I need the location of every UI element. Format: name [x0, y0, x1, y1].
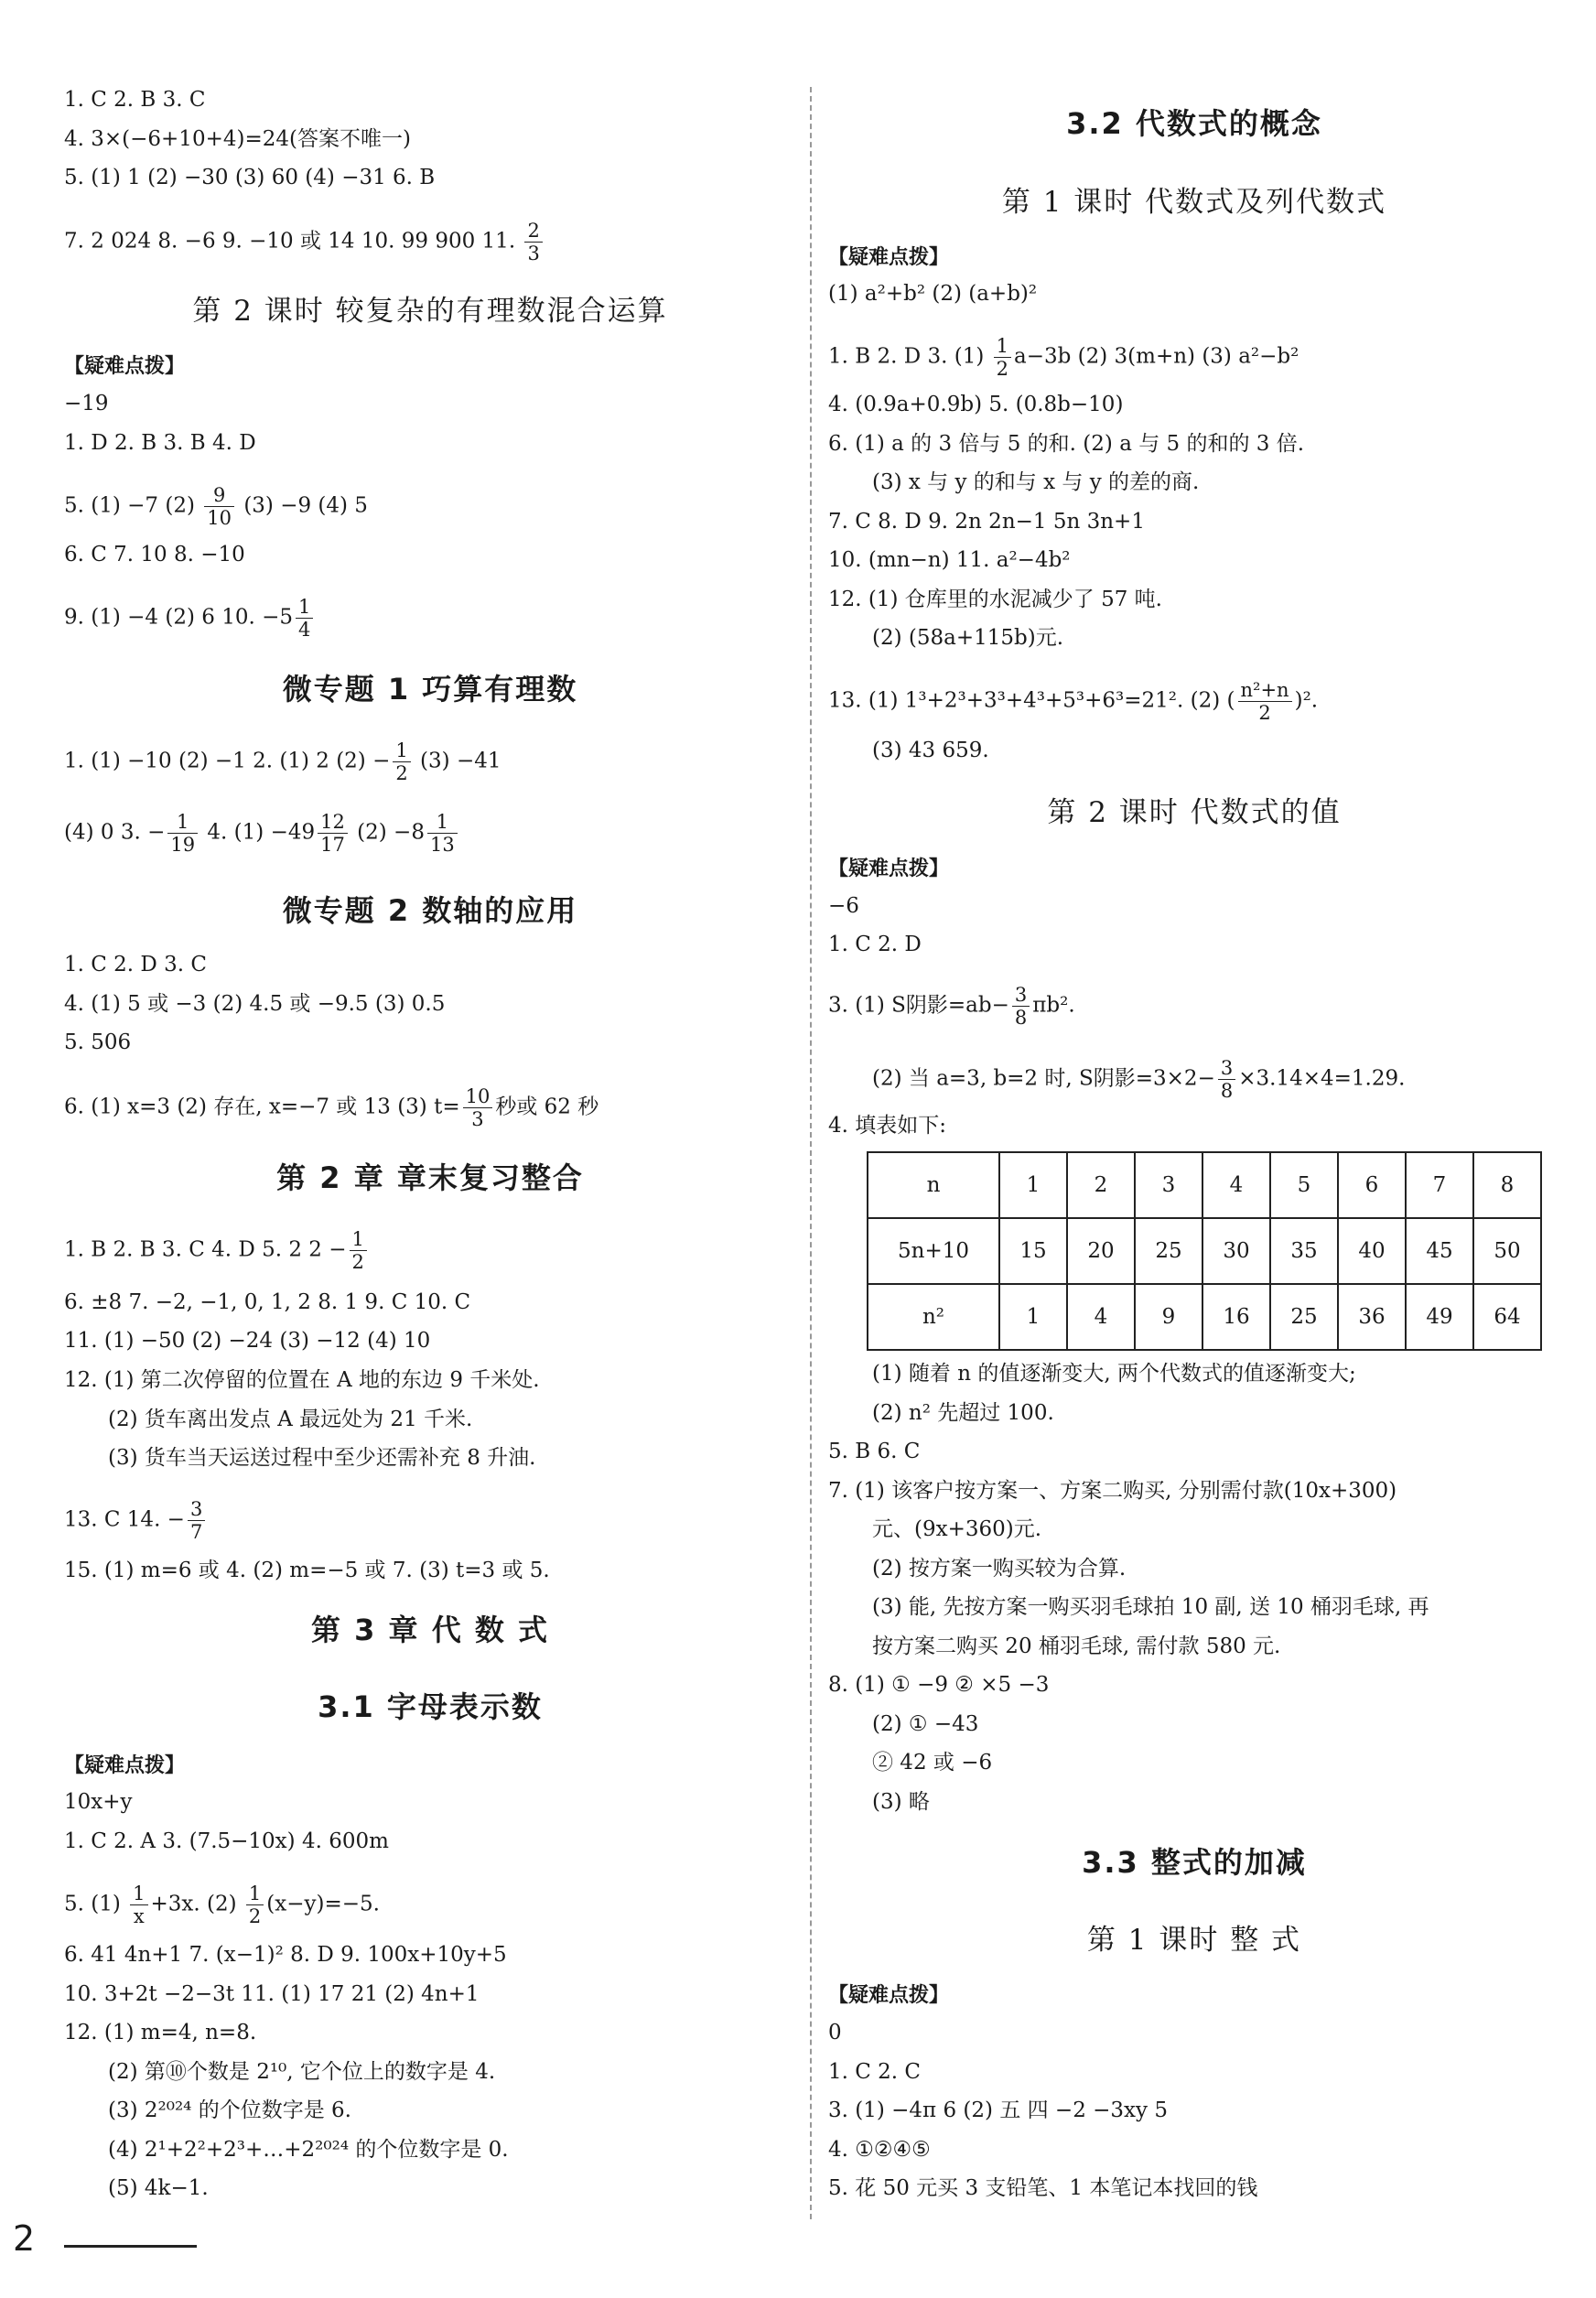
table-cell: 6 — [1338, 1152, 1406, 1218]
answer-line: (4) 2¹+2²+2³+…+2²⁰²⁴ 的个位数字是 0. — [108, 2138, 509, 2162]
answer-line: 12. (1) 仓库里的水泥减少了 57 吨. — [828, 588, 1162, 611]
answer-line: 1. B 2. D 3. (1) $\frac{1}{2}$ a−3b (2) 3(m+n) (3) a²−b² — [828, 335, 1299, 380]
table-cell: 40 — [1338, 1218, 1406, 1284]
page-number: 2 — [13, 2218, 36, 2259]
fraction: $\frac{1}{19}$ — [167, 811, 198, 856]
answer-line: 6. 41 4n+1 7. (x−1)² 8. D 9. 100x+10y+5 — [64, 1943, 507, 1967]
answer-line: 3. (1) −4π 6 (2) 五 四 −2 −3xy 5 — [828, 2098, 1168, 2122]
answer-line: (3) 能, 先按方案一购买羽毛球拍 10 副, 送 10 桶羽毛球, 再 — [872, 1595, 1429, 1619]
table-cell: 2 — [1067, 1152, 1135, 1218]
fraction: $\frac{1}{2}$ — [393, 739, 410, 784]
answer-line: (3) 略 — [872, 1790, 930, 1814]
answer-line: 3. (1) S阴影=ab− $\frac{3}{8}$ πb². — [828, 984, 1075, 1029]
answer-line: 6. ±8 7. −2, −1, 0, 1, 2 8. 1 9. C 10. C — [64, 1290, 471, 1314]
answer-line: 13. C 14. − $\frac{3}{7}$ — [64, 1498, 208, 1543]
section-heading: 3.1 字母表示数 — [318, 1689, 543, 1724]
fraction: $\frac{3}{8}$ — [1218, 1057, 1235, 1102]
table-cell: 5n+10 — [868, 1218, 999, 1284]
answer-line: (3) 43 659. — [872, 739, 989, 762]
table-cell: 5 — [1270, 1152, 1338, 1218]
answer-line: (4) 0 3. − $\frac{1}{19}$ 4. (1) −49 $\frac{12}{17}$ (2) −8 $\frac{1}{13}$ — [64, 811, 460, 856]
table-cell: 3 — [1135, 1152, 1202, 1218]
answer-line: 0 — [828, 2021, 842, 2044]
table-cell: 25 — [1135, 1218, 1202, 1284]
answer-line: (2) 当 a=3, b=2 时, S阴影=3×2− $\frac{3}{8}$ ×3.14×4=1.29. — [872, 1057, 1406, 1102]
answer-line: (3) x 与 y 的和与 x 与 y 的差的商. — [872, 470, 1200, 494]
answer-line: (3) 货车当天运送过程中至少还需补充 8 升油. — [108, 1446, 536, 1470]
table-cell: 64 — [1473, 1284, 1541, 1350]
table-cell: 16 — [1202, 1284, 1270, 1350]
answer-line: 1. B 2. B 3. C 4. D 5. 2 2 − $\frac{1}{2}$ — [64, 1228, 370, 1273]
answer-line: 7. C 8. D 9. 2n 2n−1 5n 3n+1 — [828, 510, 1145, 534]
table-cell: 4 — [1202, 1152, 1270, 1218]
table-cell: 9 — [1135, 1284, 1202, 1350]
lesson-heading: 第 1 课时 代数式及列代数式 — [1001, 186, 1387, 219]
value-table — [867, 1151, 1542, 1351]
table-cell: 45 — [1406, 1218, 1473, 1284]
answer-line: 7. 2 024 8. −6 9. −10 或 14 10. 99 900 11. $\frac{2}{3}$ — [64, 220, 545, 264]
fraction: $\frac{1}{13}$ — [427, 811, 458, 856]
answer-line: 13. (1) 1³+2³+3³+4³+5³+6³=21². (2) ( $\frac{\text{n²+n}}{2}$ )². — [828, 679, 1319, 724]
answer-line: 1. D 2. B 3. B 4. D — [64, 431, 256, 455]
column-divider — [810, 87, 812, 2219]
lesson-heading: 第 1 课时 整 式 — [1086, 1924, 1302, 1957]
fraction: $\frac{1}{2}$ — [246, 1883, 264, 1927]
section-heading: 3.2 代数式的概念 — [1066, 106, 1322, 141]
answer-line: (3) 2²⁰²⁴ 的个位数字是 6. — [108, 2098, 351, 2122]
table-cell: 36 — [1338, 1284, 1406, 1350]
answer-line: (2) ① −43 — [872, 1712, 979, 1736]
chapter-heading: 第 3 章 代 数 式 — [311, 1613, 549, 1647]
table-row — [868, 1152, 1541, 1218]
table-cell: 15 — [999, 1218, 1067, 1284]
section-heading: 微专题 2 数轴的应用 — [282, 893, 578, 928]
answer-line: 4. 填表如下: — [828, 1114, 947, 1138]
answer-line: (5) 4k−1. — [108, 2176, 209, 2200]
answer-line: (2) 按方案一购买较为合算. — [872, 1557, 1127, 1581]
tag-label: 【疑难点拨】 — [828, 246, 950, 269]
answer-line: 9. (1) −4 (2) 6 10. −5 $\frac{1}{4}$ — [64, 596, 316, 641]
answer-line: (2) 第⑩个数是 2¹⁰, 它个位上的数字是 4. — [108, 2060, 496, 2084]
answer-line: 4. ①②④⑤ — [828, 2138, 931, 2162]
tag-label: 【疑难点拨】 — [64, 1754, 186, 1777]
answer-line: 1. C 2. D — [828, 933, 922, 956]
fraction: $\frac{1}{2}$ — [350, 1228, 367, 1273]
answer-line: (2) (58a+115b)元. — [872, 626, 1064, 650]
table-cell: 30 — [1202, 1218, 1270, 1284]
answer-line: 15. (1) m=6 或 4. (2) m=−5 或 7. (3) t=3 或 5. — [64, 1559, 550, 1582]
answer-line: 12. (1) 第二次停留的位置在 A 地的东边 9 千米处. — [64, 1368, 540, 1392]
tag-label: 【疑难点拨】 — [828, 858, 950, 880]
answer-line: (1) a²+b² (2) (a+b)² — [828, 282, 1038, 306]
table-cell: 7 — [1406, 1152, 1473, 1218]
answer-line: 5. (1) −7 (2) $\frac{9}{10}$ (3) −9 (4) 5 — [64, 484, 368, 529]
table-row — [868, 1218, 1541, 1284]
answer-line: 4. (1) 5 或 −3 (2) 4.5 或 −9.5 (3) 0.5 — [64, 992, 446, 1016]
footer-rule — [64, 2245, 197, 2248]
table-cell: 1 — [999, 1284, 1067, 1350]
answer-line: 6. (1) x=3 (2) 存在, x=−7 或 13 (3) t= $\frac{10}{3}$ 秒或 62 秒 — [64, 1085, 599, 1130]
chapter-heading: 第 2 章 章末复习整合 — [276, 1160, 584, 1195]
answer-line: (2) n² 先超过 100. — [872, 1401, 1054, 1425]
fraction: $\frac{1}{4}$ — [296, 596, 313, 641]
fraction: $\frac{2}{3}$ — [524, 220, 542, 264]
answer-line: 1. C 2. B 3. C — [64, 88, 206, 112]
answer-line: 10x+y — [64, 1790, 133, 1814]
tag-label: 【疑难点拨】 — [64, 355, 186, 378]
answer-line: 1. C 2. A 3. (7.5−10x) 4. 600m — [64, 1829, 389, 1853]
section-heading: 微专题 1 巧算有理数 — [282, 672, 578, 707]
tag-label: 【疑难点拨】 — [828, 1984, 950, 2007]
table-cell: 35 — [1270, 1218, 1338, 1284]
answer-line: 7. (1) 该客户按方案一、方案二购买, 分别需付款(10x+300) — [828, 1479, 1397, 1503]
section-heading: 第 2 课时 较复杂的有理数混合运算 — [192, 295, 668, 328]
fraction: $\frac{1}{x}$ — [130, 1883, 147, 1927]
fraction: $\frac{1}{2}$ — [994, 335, 1011, 380]
fraction: $\frac{12}{17}$ — [318, 811, 348, 856]
table-cell: n² — [868, 1284, 999, 1350]
answer-line: 1. (1) −10 (2) −1 2. (1) 2 (2) − $\frac{1}{2}$ (3) −41 — [64, 739, 501, 784]
table-cell: 4 — [1067, 1284, 1135, 1350]
fraction: $\frac{\text{n²+n}}{2}$ — [1238, 679, 1292, 724]
answer-line: 6. C 7. 10 8. −10 — [64, 543, 245, 566]
table-cell: 1 — [999, 1152, 1067, 1218]
answer-line: −6 — [828, 894, 859, 918]
answer-line: 5. (1) 1 (2) −30 (3) 60 (4) −31 6. B — [64, 166, 436, 189]
answer-line: 5. B 6. C — [828, 1440, 921, 1463]
table-cell: 8 — [1473, 1152, 1541, 1218]
answer-line: 1. C 2. C — [828, 2060, 922, 2084]
answer-line: −19 — [64, 392, 109, 415]
answer-line: 5. (1) $\frac{1}{x}$ +3x. (2) $\frac{1}{2}$ (x−y)=−5. — [64, 1883, 380, 1927]
answer-line: 8. (1) ① −9 ② ×5 −3 — [828, 1673, 1050, 1697]
table-cell: 49 — [1406, 1284, 1473, 1350]
answer-line: 按方案二购买 20 桶羽毛球, 需付款 580 元. — [872, 1634, 1281, 1658]
table-cell: 20 — [1067, 1218, 1135, 1284]
answer-line: (2) 货车离出发点 A 最远处为 21 千米. — [108, 1408, 473, 1431]
answer-line: 元、(9x+360)元. — [872, 1517, 1042, 1541]
fraction: $\frac{3}{7}$ — [188, 1498, 205, 1543]
answer-line: 4. (0.9a+0.9b) 5. (0.8b−10) — [828, 393, 1124, 416]
answer-line: 5. 506 — [64, 1030, 132, 1054]
lesson-heading: 第 2 课时 代数式的值 — [1047, 796, 1342, 829]
answer-line: (1) 随着 n 的值逐渐变大, 两个代数式的值逐渐变大; — [872, 1362, 1356, 1386]
answer-line: 10. (mn−n) 11. a²−4b² — [828, 548, 1071, 572]
answer-line: ② 42 或 −6 — [872, 1751, 993, 1775]
answer-line: 4. 3×(−6+10+4)=24(答案不唯一) — [64, 127, 411, 151]
section-heading: 3.3 整式的加减 — [1082, 1845, 1307, 1880]
answer-line: 12. (1) m=4, n=8. — [64, 2021, 257, 2044]
table-cell: n — [868, 1152, 999, 1218]
table-row — [868, 1284, 1541, 1350]
table-cell: 50 — [1473, 1218, 1541, 1284]
answer-line: 6. (1) a 的 3 倍与 5 的和. (2) a 与 5 的和的 3 倍. — [828, 432, 1305, 456]
answer-line: 11. (1) −50 (2) −24 (3) −12 (4) 10 — [64, 1329, 431, 1353]
table-cell: 25 — [1270, 1284, 1338, 1350]
fraction: $\frac{10}{3}$ — [463, 1085, 493, 1130]
fraction: $\frac{3}{8}$ — [1012, 984, 1030, 1029]
answer-line: 5. 花 50 元买 3 支铅笔、1 本笔记本找回的钱 — [828, 2176, 1258, 2200]
answer-line: 1. C 2. D 3. C — [64, 953, 208, 976]
answer-line: 10. 3+2t −2−3t 11. (1) 17 21 (2) 4n+1 — [64, 1982, 480, 2006]
fraction: $\frac{9}{10}$ — [204, 484, 234, 529]
